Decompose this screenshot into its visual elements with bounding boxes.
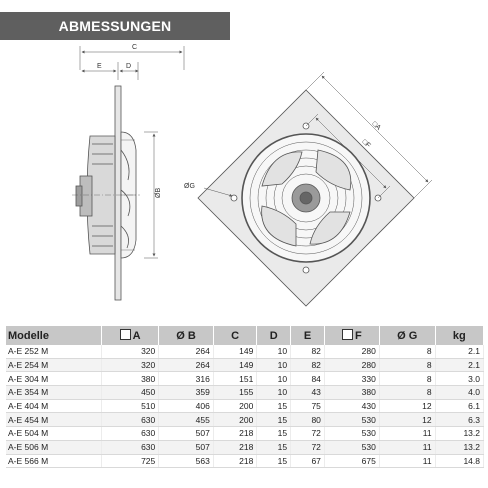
cell-a: 630 <box>101 413 158 427</box>
cell-c: 149 <box>213 345 257 358</box>
cell-b: 316 <box>159 372 214 386</box>
square-icon <box>342 329 353 340</box>
cell-a: 725 <box>101 454 158 468</box>
col-header-g: Ø G <box>379 326 435 345</box>
cell-g: 12 <box>379 413 435 427</box>
section-title: ABMESSUNGEN <box>58 18 172 34</box>
table-row <box>6 358 484 372</box>
cell-c: 149 <box>213 358 257 372</box>
cell-f: 530 <box>324 440 379 454</box>
table-row <box>6 413 484 427</box>
cell-kg: 14.8 <box>435 454 483 468</box>
cell-e: 72 <box>291 427 325 441</box>
cell-model: A-E 404 M <box>6 399 101 413</box>
cell-g: 8 <box>379 386 435 400</box>
cell-e: 43 <box>291 386 325 400</box>
cell-c: 218 <box>213 427 257 441</box>
table-row <box>6 399 484 413</box>
col-header-b: Ø B <box>159 326 214 345</box>
table-row <box>6 454 484 468</box>
cell-f: 380 <box>324 386 379 400</box>
cell-a: 380 <box>101 372 158 386</box>
cell-g: 8 <box>379 372 435 386</box>
cell-a: 630 <box>101 440 158 454</box>
cell-b: 507 <box>159 440 214 454</box>
cell-b: 264 <box>159 345 214 358</box>
cell-b: 406 <box>159 399 214 413</box>
table-row <box>6 372 484 386</box>
cell-model: A-E 566 M <box>6 454 101 468</box>
dim-label-b: ØB <box>155 187 162 198</box>
col-header-a: A <box>101 326 158 345</box>
cell-b: 507 <box>159 427 214 441</box>
cell-c: 151 <box>213 372 257 386</box>
dim-label-d: D <box>126 63 132 70</box>
cell-d: 15 <box>257 440 291 454</box>
square-icon <box>120 329 131 340</box>
cell-e: 84 <box>291 372 325 386</box>
cell-b: 264 <box>159 358 214 372</box>
cell-model: A-E 354 M <box>6 386 101 400</box>
cell-kg: 13.2 <box>435 427 483 441</box>
cell-a: 450 <box>101 386 158 400</box>
cell-e: 80 <box>291 413 325 427</box>
cell-b: 359 <box>159 386 214 400</box>
cell-a: 320 <box>101 345 158 358</box>
dim-label-e: E <box>97 63 102 70</box>
cell-d: 15 <box>257 399 291 413</box>
cell-model: A-E 252 M <box>6 345 101 358</box>
cell-g: 8 <box>379 358 435 372</box>
dimensions-table <box>6 326 484 468</box>
cell-model: A-E 304 M <box>6 372 101 386</box>
table-row <box>6 427 484 441</box>
cell-f: 675 <box>324 454 379 468</box>
cell-d: 15 <box>257 427 291 441</box>
cell-model: A-E 454 M <box>6 413 101 427</box>
cell-c: 155 <box>213 386 257 400</box>
cell-g: 11 <box>379 427 435 441</box>
cell-d: 10 <box>257 372 291 386</box>
cell-f: 280 <box>324 358 379 372</box>
cell-f: 430 <box>324 399 379 413</box>
cell-c: 218 <box>213 454 257 468</box>
cell-d: 15 <box>257 454 291 468</box>
cell-c: 218 <box>213 440 257 454</box>
cell-e: 82 <box>291 345 325 358</box>
cell-kg: 2.1 <box>435 358 483 372</box>
cell-g: 11 <box>379 454 435 468</box>
table-row <box>6 440 484 454</box>
technical-drawing <box>0 40 488 320</box>
cell-kg: 6.1 <box>435 399 483 413</box>
side-view-drawing <box>72 46 184 300</box>
col-header-e: E <box>291 326 325 345</box>
dim-label-g: ØG <box>184 183 195 190</box>
cell-kg: 4.0 <box>435 386 483 400</box>
cell-f: 530 <box>324 413 379 427</box>
table-row <box>6 386 484 400</box>
cell-f: 330 <box>324 372 379 386</box>
col-header-kg: kg <box>435 326 483 345</box>
col-header-f: F <box>324 326 379 345</box>
dim-label-a: □A <box>370 120 382 132</box>
cell-f: 280 <box>324 345 379 358</box>
col-header-c: C <box>213 326 257 345</box>
cell-d: 10 <box>257 386 291 400</box>
table-row <box>6 345 484 358</box>
cell-kg: 13.2 <box>435 440 483 454</box>
cell-b: 455 <box>159 413 214 427</box>
cell-e: 72 <box>291 440 325 454</box>
cell-model: A-E 504 M <box>6 427 101 441</box>
cell-c: 200 <box>213 413 257 427</box>
front-view-drawing <box>198 72 432 306</box>
cell-e: 75 <box>291 399 325 413</box>
table-header-row <box>6 326 484 345</box>
cell-d: 15 <box>257 413 291 427</box>
dim-label-c: C <box>132 44 138 51</box>
cell-e: 67 <box>291 454 325 468</box>
cell-a: 630 <box>101 427 158 441</box>
cell-a: 510 <box>101 399 158 413</box>
col-header-modelle: Modelle <box>6 326 101 345</box>
cell-kg: 3.0 <box>435 372 483 386</box>
section-title-banner <box>0 12 230 40</box>
col-header-d: D <box>257 326 291 345</box>
cell-model: A-E 506 M <box>6 440 101 454</box>
cell-model: A-E 254 M <box>6 358 101 372</box>
cell-c: 200 <box>213 399 257 413</box>
cell-g: 11 <box>379 440 435 454</box>
cell-b: 563 <box>159 454 214 468</box>
cell-a: 320 <box>101 358 158 372</box>
cell-g: 12 <box>379 399 435 413</box>
cell-e: 82 <box>291 358 325 372</box>
cell-f: 530 <box>324 427 379 441</box>
cell-d: 10 <box>257 345 291 358</box>
cell-g: 8 <box>379 345 435 358</box>
cell-kg: 6.3 <box>435 413 483 427</box>
cell-kg: 2.1 <box>435 345 483 358</box>
dim-label-f: □F <box>360 138 372 150</box>
cell-d: 10 <box>257 358 291 372</box>
